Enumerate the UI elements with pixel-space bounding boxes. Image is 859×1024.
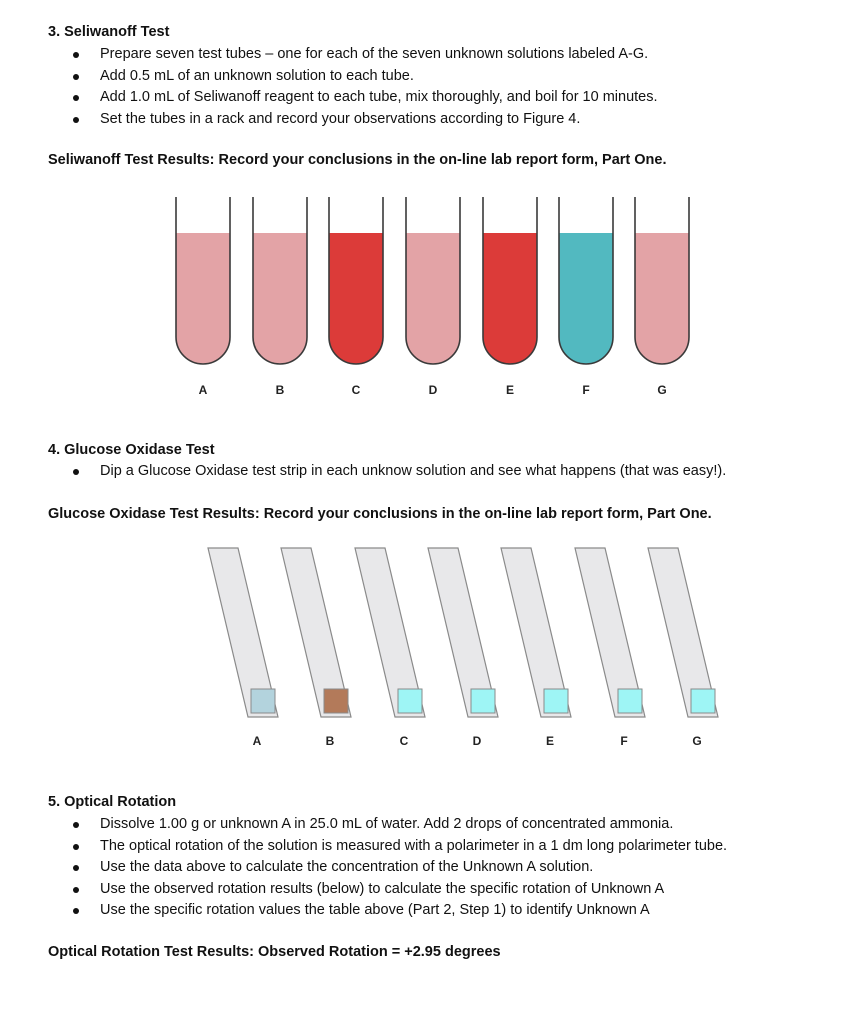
strip-test-pad: [471, 689, 495, 713]
test-strip: [648, 548, 718, 748]
strip-label: A: [252, 734, 262, 748]
tube-label: F: [582, 383, 590, 397]
section-3-step: Add 0.5 mL of an unknown solution to each tube.: [48, 66, 658, 88]
tube-label: C: [351, 383, 361, 397]
test-tube: [483, 197, 537, 397]
strip-label: B: [325, 734, 335, 748]
test-tube: [253, 197, 307, 397]
test-tube: [406, 197, 460, 397]
test-tube: [176, 197, 230, 397]
strip-label: D: [472, 734, 482, 748]
tube-solution: [483, 233, 537, 364]
strip-test-pad: [251, 689, 275, 713]
glucose-strips-figure: [0, 540, 859, 760]
section-3-step: Prepare seven test tubes – one for each of the seven unknown solutions labeled A-G.: [48, 44, 658, 66]
tube-label: E: [505, 383, 515, 397]
strip-test-pad: [324, 689, 348, 713]
test-strip: [281, 548, 351, 748]
tube-label: A: [198, 383, 208, 397]
section-5-step: Use the observed rotation results (below) to calculate the specific rotation of Unknown A: [48, 879, 727, 901]
strip-label: F: [620, 734, 628, 748]
strip-test-pad: [691, 689, 715, 713]
test-strip: [428, 548, 498, 748]
tube-solution: [635, 233, 689, 364]
section-3-steps: [48, 44, 658, 130]
strip-label: E: [545, 734, 555, 748]
section-5-heading: 5. Optical Rotation: [48, 794, 177, 810]
section-5-steps: [48, 814, 727, 922]
tube-label: B: [275, 383, 285, 397]
strip-label: C: [399, 734, 409, 748]
seliwanoff-tubes-figure: [0, 185, 859, 410]
test-strip: [208, 548, 278, 748]
optical-rotation-results: Optical Rotation Test Results: Observed Rotation = +2.95 degrees: [48, 944, 501, 960]
tube-solution: [559, 233, 613, 364]
section-5-step: Use the data above to calculate the concentration of the Unknown A solution.: [48, 857, 727, 879]
section-3-heading: 3. Seliwanoff Test: [48, 24, 170, 40]
test-strip: [575, 548, 645, 748]
section-5-step: Use the specific rotation values the table above (Part 2, Step 1) to identify Unknown A: [48, 900, 727, 922]
section-4-steps: [48, 461, 726, 483]
tube-label: G: [657, 383, 667, 397]
strip-test-pad: [398, 689, 422, 713]
section-5-step: Dissolve 1.00 g or unknown A in 25.0 mL of water. Add 2 drops of concentrated ammonia.: [48, 814, 727, 836]
test-tube: [559, 197, 613, 397]
strip-label: G: [692, 734, 702, 748]
tube-solution: [329, 233, 383, 364]
test-tube: [635, 197, 689, 397]
section-4-heading: 4. Glucose Oxidase Test: [48, 442, 215, 458]
tube-solution: [406, 233, 460, 364]
section-5-step: The optical rotation of the solution is measured with a polarimeter in a 1 dm long polarimeter tube.: [48, 836, 727, 858]
strip-test-pad: [618, 689, 642, 713]
tube-solution: [253, 233, 307, 364]
test-tube: [329, 197, 383, 397]
strip-test-pad: [544, 689, 568, 713]
section-3-step: Set the tubes in a rack and record your observations according to Figure 4.: [48, 109, 658, 131]
tube-solution: [176, 233, 230, 364]
test-strip: [355, 548, 425, 748]
tube-label: D: [428, 383, 438, 397]
test-strip: [501, 548, 571, 748]
seliwanoff-results-note: Seliwanoff Test Results: Record your conclusions in the on-line lab report form, Part One.: [48, 152, 667, 168]
glucose-results-note: Glucose Oxidase Test Results: Record your conclusions in the on-line lab report form, Part One.: [48, 506, 712, 522]
section-3-step: Add 1.0 mL of Seliwanoff reagent to each tube, mix thoroughly, and boil for 10 minutes.: [48, 87, 658, 109]
section-4-step: Dip a Glucose Oxidase test strip in each unknow solution and see what happens (that was easy!).: [48, 461, 726, 483]
